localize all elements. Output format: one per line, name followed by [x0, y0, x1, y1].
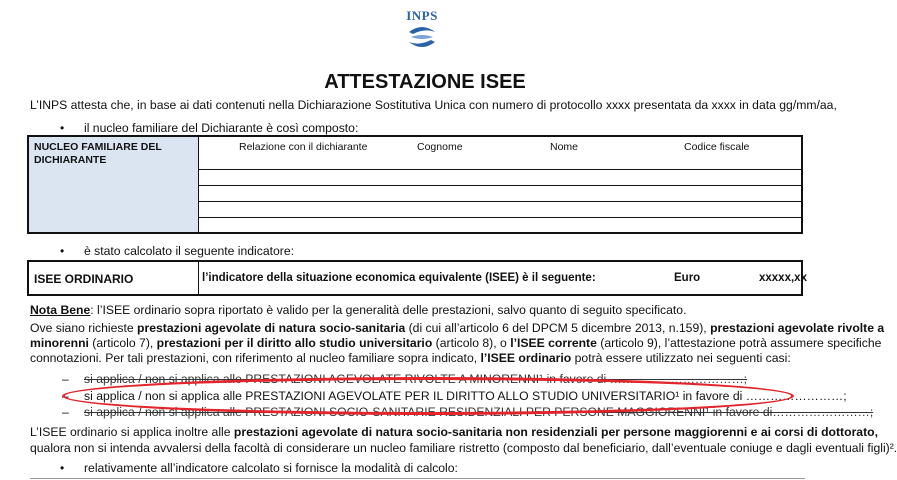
household-bullet-text: il nucleo familiare del Dichiarante è così composto: [84, 121, 359, 135]
para-text: (articolo 9), l’attestazione potrà assumere specifiche [596, 336, 882, 350]
para-line-3 [30, 351, 791, 366]
column-header-relation: Relazione con il dichiarante [239, 141, 368, 153]
para-text: (articolo 7), [88, 336, 157, 350]
case-dash: – [62, 389, 69, 403]
para-line-2 [30, 336, 881, 351]
logo-text: INPS [406, 8, 438, 23]
para-text: (articolo 8), o [432, 336, 511, 350]
para-text: L’ISEE ordinario si applica inoltre alle [30, 425, 234, 439]
highlight-oval [62, 377, 794, 415]
row-divider [199, 169, 801, 170]
para-bold: prestazioni agevolate di natura socio-sanitaria [137, 321, 406, 335]
row-divider [199, 217, 801, 218]
household-label-line1: NUCLEO FAMILIARE DEL [34, 141, 162, 153]
para-bold: prestazioni agevolate rivolte a [710, 321, 885, 335]
column-header-name: Nome [550, 141, 579, 153]
isee-label: ISEE ORDINARIO [29, 262, 199, 294]
isee-value: xxxxx,xx [759, 272, 807, 284]
household-table [27, 135, 803, 234]
isee-currency: Euro [674, 272, 701, 284]
para-bold: prestazioni per il diritto allo studio universitario [156, 336, 433, 350]
para-text: connotazioni. Per tali prestazioni, con riferimento al nucleo familiare sopra indicato, [30, 351, 481, 365]
indicator-bullet-text: è stato calcolato il seguente indicatore: [84, 244, 295, 258]
calc-bullet-text: relativamente all’indicatore calcolato si fornisce la modalità di calcolo: [84, 461, 458, 475]
row-divider [199, 201, 801, 202]
nota-bene-text: : l’ISEE ordinario sopra riportato è valido per la generalità delle prestazioni, salvo quanto di seguito specificato. [90, 303, 687, 317]
logo-swirl-icon [405, 24, 439, 50]
nota-bene [30, 303, 686, 318]
bullet-marker: • [60, 244, 65, 258]
row-divider [199, 185, 801, 186]
nota-bene-label: Nota Bene [30, 303, 91, 317]
bullet-marker: • [60, 461, 65, 475]
para-bold: l’ISEE corrente [510, 336, 597, 350]
case-minors: si applica / non si applica alle PRESTAZIONI AGEVOLATE RIVOLTE A MINORENNI¹ in favore di ……………………………; [84, 372, 748, 386]
case-university: si applica / non si applica alle PRESTAZIONI AGEVOLATE PER IL DIRITTO ALLO STUDIO UNIVERSITARIO¹ in favore di ……………………; [84, 389, 847, 403]
para2-line-1 [30, 425, 878, 440]
isee-description: l’indicatore della situazione economica equivalente (ISEE) è il seguente: [202, 272, 596, 284]
case-dash: – [62, 405, 69, 419]
isee-table [27, 260, 807, 296]
household-label-line2: DICHIARANTE [34, 154, 107, 166]
case-residential: si applica / non si applica alle PRESTAZIONI SOCIO-SANITARIE RESIDENZIALI PER PERSONE MAGGIORENNI¹ in favore di……………………; [84, 405, 874, 419]
para2-line-2: qualora non si intenda avvalersi della facoltà di considerare un nucleo familiare ristretto (composto dal beneficiario, dall’eventuale coniuge e dagli eventuali figli)². [30, 441, 897, 455]
page-title: ATTESTAZIONE ISEE [324, 71, 526, 93]
inps-logo [398, 8, 446, 56]
para-bold: prestazioni agevolate di natura socio-sanitaria non residenziali per persone maggiorenni e ai corsi di dottorato, [233, 425, 878, 439]
column-header-tax-code: Codice fiscale [684, 141, 750, 153]
column-header-surname: Cognome [417, 141, 463, 153]
bottom-divider [30, 478, 805, 479]
bullet-marker: • [60, 121, 65, 135]
para-bold: minorenni [30, 336, 89, 350]
para-text: (di cui all’articolo 6 del DPCM 5 dicembre 2013, n.159), [405, 321, 711, 335]
para-text: potrà essere utilizzato nei seguenti casi: [571, 351, 791, 365]
para-bold: l’ISEE ordinario [480, 351, 572, 365]
para-line-1 [30, 321, 884, 336]
intro-text: L’INPS attesta che, in base ai dati contenuti nella Dichiarazione Sostitutiva Unica con numero di protocollo xxxx presentata da xxxx in data gg/mm/aa, [30, 98, 837, 112]
household-label-cell [29, 137, 199, 232]
para-text: Ove siano richieste [30, 321, 138, 335]
case-dash: – [62, 372, 69, 386]
